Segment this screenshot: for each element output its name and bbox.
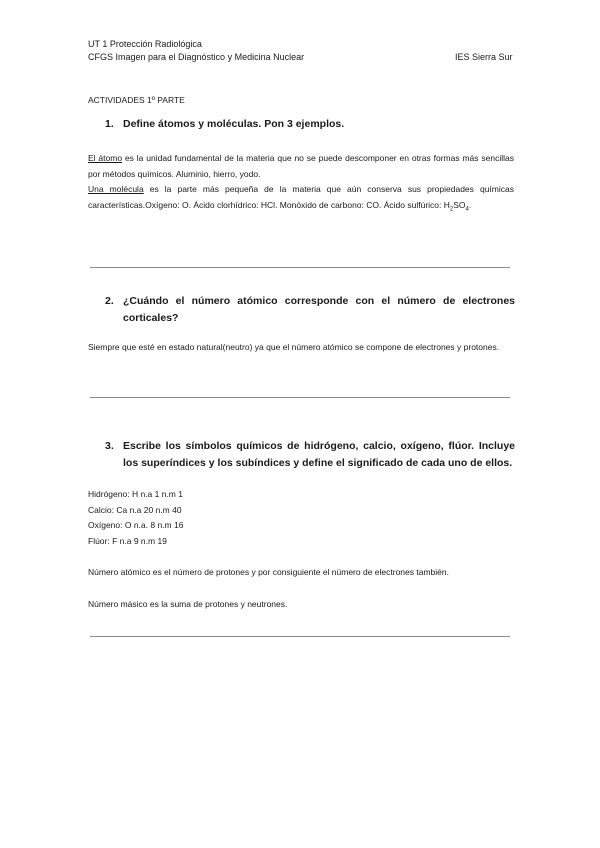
answer-2: Siempre que esté en estado natural(neutro) ya que el número atómico se compone de electrones y protones. bbox=[88, 342, 500, 352]
subscript-2: 2 bbox=[449, 206, 454, 213]
question-1-text: Define átomos y moléculas. Pon 3 ejemplos. bbox=[123, 118, 345, 130]
header-unit-title: UT 1 Protección Radiológica bbox=[88, 39, 202, 49]
molecule-definition: es la parte más pequeña de la materia que aún conserva sus propiedades químicas características.Oxígeno: O. Ácido clorhídrico: HCl. Monóxido de carbono: CO. Ácido sulfúrico: H bbox=[88, 184, 514, 210]
separator-line bbox=[90, 267, 510, 268]
separator-line bbox=[90, 636, 510, 637]
question-3 bbox=[105, 438, 515, 472]
atom-term: El átomo bbox=[88, 153, 123, 163]
header-course-name: CFGS Imagen para el Diagnóstico y Medicina Nuclear bbox=[88, 52, 305, 62]
element-list bbox=[88, 487, 183, 549]
element-calcium: Calcio: Ca n.a 20 n.m 40 bbox=[88, 504, 182, 515]
answer-1-atom bbox=[88, 151, 514, 182]
question-3-text: Escribe los símbolos químicos de hidrógeno, calcio, oxígeno, flúor. Incluye los superíndices y los subíndices y define el significado de cada uno de ellos. bbox=[123, 440, 515, 469]
question-2 bbox=[105, 293, 515, 327]
section-title: ACTIVIDADES 1º PARTE bbox=[88, 95, 185, 105]
subscript-4: 4 bbox=[465, 206, 469, 213]
molecule-end: . bbox=[468, 199, 472, 210]
question-2-number: 2. bbox=[105, 295, 114, 307]
atom-definition: es la unidad fundamental de la materia que no se puede descomponer en otras formas más sencillas por métodos químicos. Aluminio, hierro, yodo. bbox=[88, 153, 514, 179]
question-1 bbox=[105, 116, 515, 133]
header-school-name: IES Sierra Sur bbox=[455, 52, 513, 62]
element-fluorine: Flúor: F n.a 9 n.m 19 bbox=[88, 535, 167, 546]
answer-1-molecule bbox=[88, 182, 514, 213]
molecule-term: Una molécula bbox=[88, 184, 144, 194]
separator-line bbox=[90, 397, 510, 398]
question-1-number: 1. bbox=[105, 118, 114, 130]
question-2-text: ¿Cuándo el número atómico corresponde con el número de electrones corticales? bbox=[123, 295, 515, 324]
atomic-number-note: Número atómico es el número de protones y por consiguiente el número de electrones también. bbox=[88, 567, 449, 577]
molecule-so: SO bbox=[453, 199, 466, 210]
element-hydrogen: Hidrógeno: H n.a 1 n.m 1 bbox=[88, 489, 183, 499]
element-oxygen: Oxígeno: O n.a. 8 n.m 16 bbox=[88, 520, 184, 530]
question-3-number: 3. bbox=[105, 440, 114, 452]
mass-number-note: Número másico es la suma de protones y neutrones. bbox=[88, 599, 288, 609]
